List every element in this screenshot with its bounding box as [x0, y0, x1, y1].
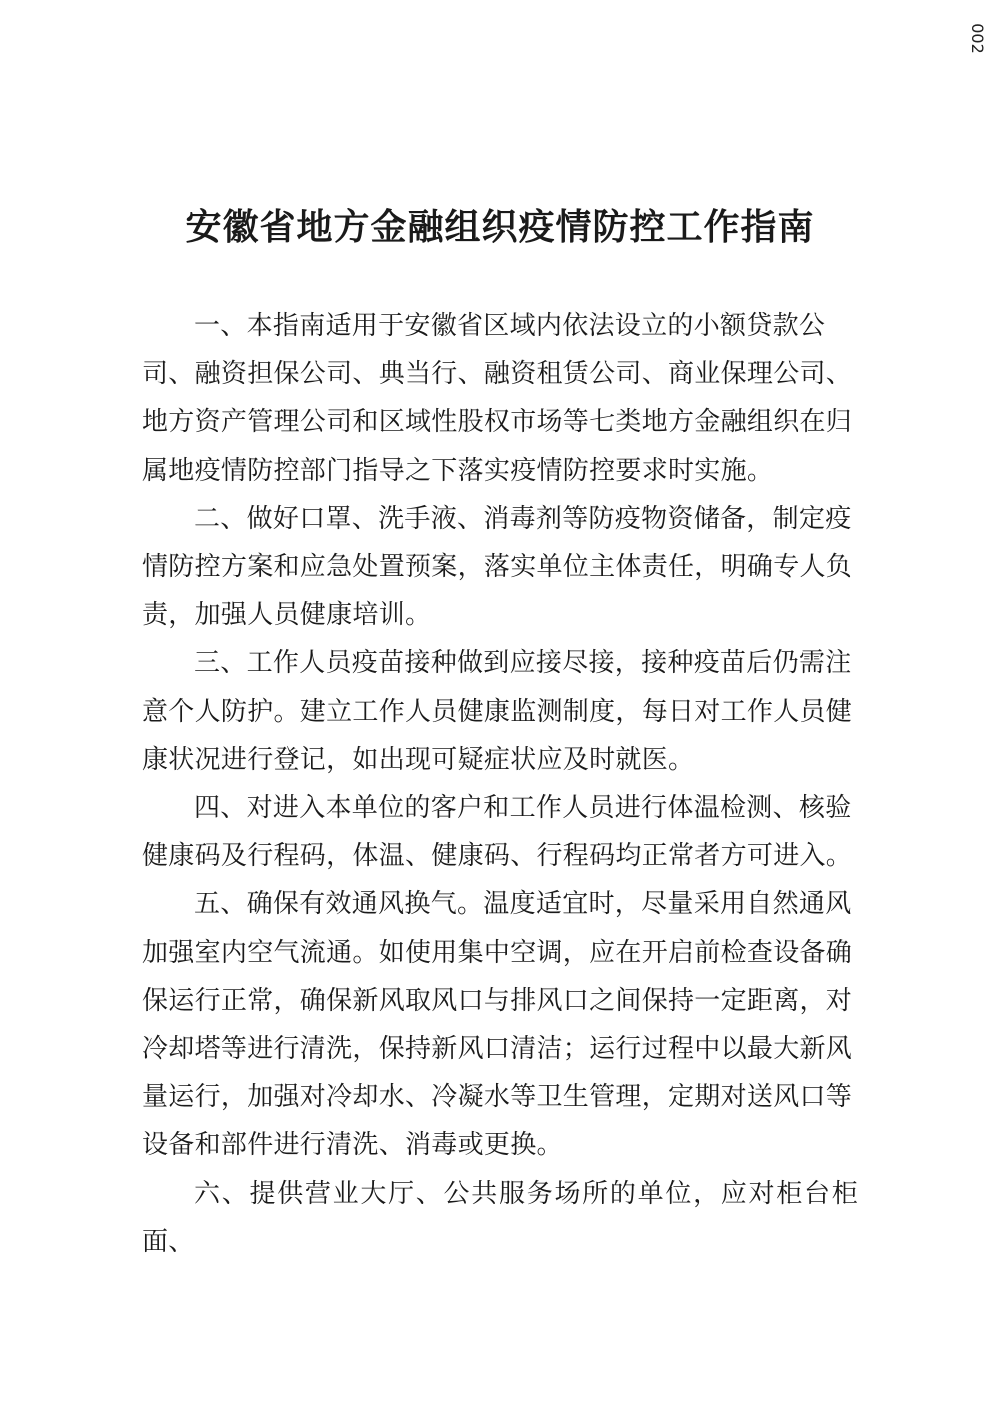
document-title: 安徽省地方金融组织疫情防控工作指南 [185, 207, 815, 248]
paragraph-6 [142, 1170, 858, 1266]
page-number [962, 8, 992, 68]
document-body [142, 302, 858, 1266]
text-line: 情防控方案和应急处置预案，落实单位主体责任，明确专人负 [142, 552, 853, 583]
text-line: 五、确保有效通风换气。温度适宜时，尽量采用自然通风 [194, 889, 852, 920]
text-line: 一、本指南适用于安徽省区域内依法设立的小额贷款公 [194, 311, 826, 341]
text-line: 司、融资担保公司、典当行、融资租赁公司、商业保理公司、 [142, 359, 853, 390]
text-line: 设备和部件进行清洗、消毒或更换。 [142, 1130, 563, 1161]
text-line: 责，加强人员健康培训。 [142, 600, 432, 631]
text-line: 冷却塔等进行清洗，保持新风口清洁；运行过程中以最大新风 [142, 1034, 853, 1065]
text-line: 意个人防护。建立工作人员健康监测制度，每日对工作人员健 [142, 696, 853, 727]
page-number-text: 002 [967, 22, 987, 54]
text-line: 保运行正常，确保新风取风口与排风口之间保持一定距离，对 [142, 985, 853, 1016]
paragraph-3 [142, 639, 858, 784]
text-line: 健康码及行程码，体温、健康码、行程码均正常者方可进入。 [142, 841, 853, 872]
paragraph-1 [142, 302, 858, 495]
paragraph-2 [142, 495, 858, 640]
text-line: 四、对进入本单位的客户和工作人员进行体温检测、核验 [194, 793, 852, 824]
paragraph-5 [142, 880, 858, 1169]
text-line: 六、提供营业大厅、公共服务场所的单位，应对柜台柜面、 [142, 1178, 858, 1257]
text-line: 地方资产管理公司和区域性股权市场等七类地方金融组织在归 [142, 407, 853, 438]
paragraph-4 [142, 784, 858, 880]
text-line: 量运行，加强对冷却水、冷凝水等卫生管理，定期对送风口等 [142, 1082, 853, 1113]
text-line: 康状况进行登记，如出现可疑症状应及时就医。 [142, 744, 695, 775]
text-line: 二、做好口罩、洗手液、消毒剂等防疫物资储备，制定疫 [194, 503, 852, 534]
text-line: 加强室内空气流通。如使用集中空调，应在开启前检查设备确 [142, 937, 853, 968]
text-line: 属地疫情防控部门指导之下落实疫情防控要求时实施。 [142, 455, 774, 486]
text-line: 三、工作人员疫苗接种做到应接尽接，接种疫苗后仍需注 [194, 648, 852, 679]
